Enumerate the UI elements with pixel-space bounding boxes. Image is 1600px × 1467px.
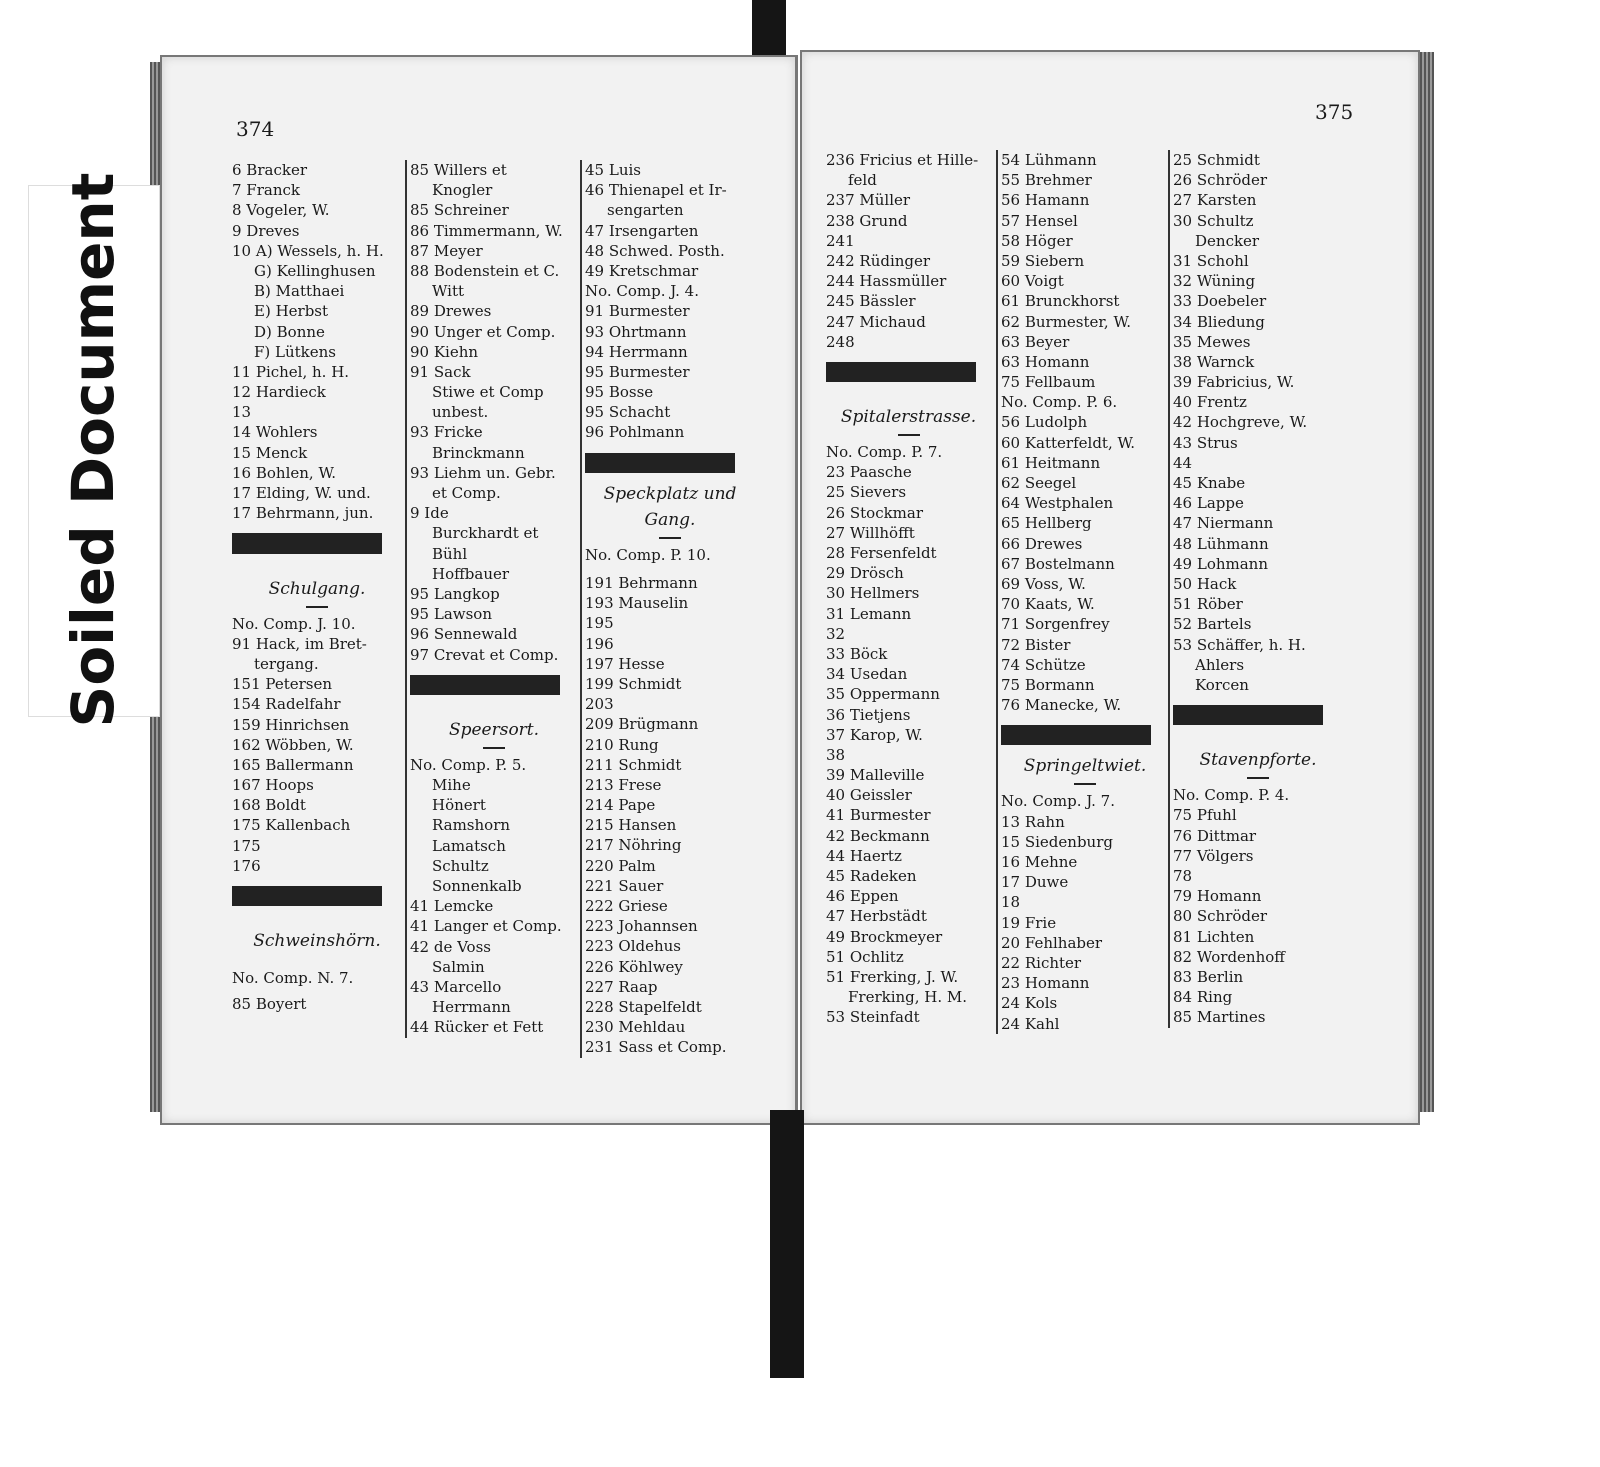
- directory-entry: 90 Unger et Comp.: [410, 322, 556, 341]
- directory-entry: 95 Schacht: [585, 403, 671, 422]
- company-header: No. Comp. P. 4.: [1173, 786, 1290, 805]
- directory-entry: 61 Brunckhorst: [1001, 292, 1120, 311]
- directory-entry: 47 Irsengarten: [585, 221, 699, 240]
- street-heading: Stavenpforte.: [1199, 750, 1317, 771]
- divider: [585, 533, 755, 545]
- divider: [1173, 705, 1323, 725]
- directory-entry: 91 Burmester: [585, 302, 690, 321]
- directory-entry: 50 Hack: [1173, 574, 1237, 593]
- directory-entry: 191 Behrmann: [585, 574, 698, 592]
- left-page-number: 374: [236, 117, 275, 141]
- directory-entry: 63 Beyer: [1001, 332, 1070, 351]
- directory-entry: 55 Brehmer: [1001, 171, 1092, 190]
- street-heading: Schweinshörn.: [253, 931, 381, 952]
- directory-entry: 217 Nöhring: [585, 836, 682, 855]
- directory-entry: 34 Usedan: [826, 665, 908, 684]
- directory-entry: 56 Hamann: [1001, 191, 1090, 210]
- directory-entry: 226 Köhlwey: [585, 957, 683, 976]
- directory-entry: 167 Hoops: [232, 776, 314, 795]
- directory-entry: 75 Fellbaum: [1001, 373, 1096, 392]
- directory-entry: 247 Michaud: [826, 312, 926, 331]
- company-header: No. Comp. N. 7.: [232, 969, 354, 988]
- divider: [232, 886, 382, 906]
- directory-entry: 6 Bracker: [232, 161, 307, 179]
- directory-entry: 26 Stockmar: [826, 503, 924, 522]
- directory-entry: 40 Frentz: [1173, 393, 1247, 412]
- directory-entry: 242 Rüdinger: [826, 251, 931, 270]
- directory-entry: 34 Bliedung: [1173, 312, 1265, 331]
- directory-entry: No. Comp. J. 4.: [585, 282, 699, 301]
- directory-entry: Hoffbauer: [432, 564, 510, 583]
- directory-entry: 241: [826, 231, 855, 250]
- directory-entry: 76 Dittmar: [1173, 826, 1257, 845]
- street-heading: Spitalerstrasse.: [840, 407, 977, 428]
- directory-entry: 30 Hellmers: [826, 584, 920, 603]
- directory-entry: Salmin: [432, 957, 485, 976]
- directory-entry: 86 Timmermann, W.: [410, 221, 563, 240]
- street-heading: Speersort.: [448, 719, 540, 740]
- directory-entry: 37 Karop, W.: [826, 725, 923, 744]
- directory-entry: 48 Lühmann: [1173, 534, 1269, 553]
- directory-entry: 159 Hinrichsen: [232, 715, 350, 734]
- directory-entry: D) Bonne: [254, 322, 325, 341]
- directory-entry: Mihe: [432, 776, 471, 795]
- directory-entry: 223 Johannsen: [585, 917, 698, 936]
- directory-entry: 47 Niermann: [1173, 514, 1274, 533]
- directory-entry: 95 Burmester: [585, 362, 690, 381]
- directory-entry: 42 de Voss: [410, 937, 491, 956]
- right-col-1: [826, 150, 991, 1028]
- directory-entry: Ramshorn: [432, 816, 511, 835]
- directory-entry: Dencker: [1195, 231, 1260, 250]
- directory-entry: 32 Wüning: [1173, 272, 1256, 291]
- divider: [585, 453, 735, 473]
- directory-entry: 41 Langer et Comp.: [410, 917, 562, 936]
- directory-entry: 43 Marcello: [410, 977, 502, 996]
- directory-entry: G) Kellinghusen: [254, 261, 376, 280]
- directory-entry: 47 Herbstädt: [826, 907, 927, 926]
- right-page-number: 375: [1315, 100, 1354, 124]
- directory-entry: 83 Berlin: [1173, 967, 1244, 986]
- directory-entry: 175 Kallenbach: [232, 816, 351, 835]
- directory-entry: Herrmann: [432, 998, 511, 1017]
- directory-entry: 49 Brockmeyer: [826, 927, 943, 946]
- directory-entry: 44: [1173, 453, 1193, 472]
- directory-entry: 9 Dreves: [232, 221, 300, 240]
- directory-entry: Brinckmann: [432, 443, 525, 462]
- directory-entry: 203: [585, 695, 614, 714]
- directory-entry: 84 Ring: [1173, 988, 1233, 1007]
- directory-entry: 66 Drewes: [1001, 534, 1083, 553]
- directory-entry: Hönert: [432, 796, 486, 815]
- directory-entry: Lamatsch: [432, 836, 506, 855]
- right-col-3: [1168, 150, 1343, 1028]
- directory-entry: 57 Hensel: [1001, 211, 1078, 230]
- soiled-document-label: Soiled Document: [59, 172, 127, 728]
- directory-entry: 35 Mewes: [1173, 332, 1251, 351]
- directory-entry: 62 Burmester, W.: [1001, 312, 1132, 331]
- directory-entry: et Comp.: [432, 484, 501, 502]
- directory-entry: sengarten: [607, 201, 684, 220]
- directory-entry: 9 Ide: [410, 504, 449, 523]
- directory-entry: 51 Röber: [1173, 595, 1243, 614]
- directory-entry: 223 Oldehus: [585, 937, 681, 956]
- directory-entry: 90 Kiehn: [410, 342, 479, 361]
- directory-entry: 213 Frese: [585, 775, 662, 794]
- directory-entry: 168 Boldt: [232, 796, 306, 815]
- directory-entry: 67 Bostelmann: [1001, 554, 1115, 573]
- directory-entry: 25 Sievers: [826, 483, 907, 502]
- directory-entry: 40 Geissler: [826, 786, 912, 805]
- directory-entry: Witt: [432, 282, 465, 301]
- directory-entry: 33 Böck: [826, 644, 888, 663]
- directory-entry: 197 Hesse: [585, 654, 665, 673]
- directory-entry: 62 Seegel: [1001, 474, 1077, 492]
- street-heading-cont: Gang.: [644, 509, 696, 530]
- divider: [410, 743, 578, 755]
- directory-entry: 80 Schröder: [1173, 907, 1268, 926]
- directory-entry: Knogler: [432, 181, 493, 200]
- directory-entry: 96 Pohlmann: [585, 423, 685, 442]
- directory-entry: 14 Wohlers: [232, 423, 318, 442]
- directory-entry: 214 Pape: [585, 796, 656, 815]
- directory-entry: 85 Willers et: [410, 161, 507, 179]
- directory-entry: 38: [826, 745, 846, 764]
- directory-entry: 46 Eppen: [826, 887, 899, 906]
- directory-entry: 22 Richter: [1001, 953, 1082, 972]
- company-header: No. Comp. J. 7.: [1001, 792, 1115, 811]
- company-header: No. Comp. P. 10.: [585, 545, 711, 564]
- directory-entry: Korcen: [1195, 675, 1249, 694]
- divider: [826, 362, 976, 382]
- directory-entry: 42 Beckmann: [826, 826, 930, 845]
- left-col-3: [580, 160, 755, 1058]
- directory-entry: 95 Bosse: [585, 383, 654, 402]
- directory-entry: 79 Homann: [1173, 887, 1262, 906]
- directory-entry: 45 Knabe: [1173, 474, 1246, 492]
- directory-entry: 58 Höger: [1001, 231, 1073, 250]
- directory-entry: 76 Manecke, W.: [1001, 696, 1122, 715]
- directory-entry: 26 Schröder: [1173, 171, 1268, 190]
- directory-entry: 18: [1001, 893, 1021, 912]
- directory-entry: 93 Liehm un. Gebr.: [410, 463, 556, 482]
- directory-entry: 28 Fersenfeldt: [826, 544, 937, 562]
- directory-entry: 176: [232, 856, 261, 875]
- directory-entry: 221 Sauer: [585, 876, 664, 895]
- directory-entry: 91 Sack: [410, 362, 471, 381]
- directory-entry: Sonnenkalb: [432, 877, 522, 895]
- directory-entry: 95 Langkop: [410, 584, 500, 603]
- directory-entry: 53 Steinfadt: [826, 1008, 920, 1027]
- directory-entry: 210 Rung: [585, 735, 659, 754]
- directory-entry: 31 Schohl: [1173, 251, 1249, 270]
- directory-entry: 89 Drewes: [410, 302, 492, 321]
- divider: [1001, 779, 1169, 791]
- directory-entry: 51 Frerking, J. W.: [826, 967, 959, 986]
- directory-entry: 227 Raap: [585, 977, 658, 996]
- directory-entry: 15 Siedenburg: [1001, 832, 1113, 851]
- directory-entry: 13: [232, 403, 252, 422]
- directory-entry: 7 Franck: [232, 181, 300, 200]
- directory-entry: 53 Schäffer, h. H.: [1173, 635, 1306, 654]
- directory-entry: 46 Thienapel et Ir-: [585, 181, 727, 200]
- directory-entry: Stiwe et Comp: [432, 383, 544, 402]
- directory-entry: 175: [232, 836, 261, 855]
- divider: [1173, 773, 1343, 785]
- directory-entry: Frerking, H. M.: [848, 988, 968, 1007]
- directory-entry: 23 Paasche: [826, 463, 912, 482]
- directory-entry: 38 Warnck: [1173, 352, 1255, 371]
- directory-entry: 27 Willhöfft: [826, 523, 915, 542]
- directory-entry: 71 Sorgenfrey: [1001, 615, 1110, 634]
- directory-entry: B) Matthaei: [254, 282, 345, 301]
- directory-entry: 237 Müller: [826, 191, 911, 210]
- directory-entry: 77 Völgers: [1173, 846, 1254, 865]
- directory-entry: 24 Kols: [1001, 994, 1058, 1013]
- directory-entry: Schultz: [432, 856, 489, 875]
- directory-entry: 215 Hansen: [585, 816, 677, 835]
- directory-entry: 51 Ochlitz: [826, 947, 904, 966]
- directory-entry: 88 Bodenstein et C.: [410, 261, 560, 280]
- directory-entry: 74 Schütze: [1001, 655, 1086, 674]
- directory-entry: 222 Griese: [585, 897, 668, 915]
- directory-entry: 75 Bormann: [1001, 675, 1095, 694]
- directory-entry: 56 Ludolph: [1001, 413, 1088, 432]
- directory-entry: 36 Tietjens: [826, 705, 911, 724]
- directory-entry: 8 Vogeler, W.: [232, 201, 330, 220]
- directory-entry: 70 Kaats, W.: [1001, 595, 1095, 614]
- directory-entry: 60 Voigt: [1001, 272, 1064, 291]
- company-header: No. Comp. P. 7.: [826, 443, 943, 462]
- directory-entry: 17 Behrmann, jun.: [232, 504, 374, 523]
- directory-entry: 25 Schmidt: [1173, 151, 1260, 169]
- directory-entry: 81 Lichten: [1173, 927, 1255, 946]
- bookmark-ribbon-bottom: [770, 1110, 804, 1378]
- directory-entry: 85 Boyert: [232, 995, 307, 1014]
- directory-entry: 17 Elding, W. und.: [232, 484, 371, 502]
- directory-entry: 39 Fabricius, W.: [1173, 373, 1295, 392]
- directory-entry: 24 Kahl: [1001, 1014, 1060, 1033]
- directory-entry: 60 Katterfeldt, W.: [1001, 433, 1136, 452]
- directory-entry: 236 Fricius et Hille-: [826, 151, 979, 169]
- directory-entry: 49 Kretschmar: [585, 261, 699, 280]
- directory-entry: 48 Schwed. Posth.: [585, 241, 725, 260]
- directory-entry: 231 Sass et Comp.: [585, 1038, 727, 1057]
- directory-entry: 27 Karsten: [1173, 191, 1257, 210]
- directory-entry: 46 Lappe: [1173, 494, 1244, 513]
- directory-entry: tergang.: [254, 654, 319, 673]
- directory-entry: 64 Westphalen: [1001, 494, 1114, 513]
- directory-entry: 23 Homann: [1001, 974, 1090, 993]
- directory-entry: 151 Petersen: [232, 675, 333, 694]
- directory-entry: 45 Luis: [585, 161, 641, 179]
- directory-entry: 54 Lühmann: [1001, 151, 1097, 169]
- directory-entry: 93 Ohrtmann: [585, 322, 687, 341]
- directory-entry: 52 Bartels: [1173, 615, 1252, 634]
- directory-entry: 165 Ballermann: [232, 755, 354, 774]
- directory-entry: F) Lütkens: [254, 342, 337, 361]
- directory-entry: Bühl: [432, 544, 468, 563]
- directory-entry: 199 Schmidt: [585, 674, 682, 693]
- directory-entry: 220 Palm: [585, 856, 656, 875]
- divider: [826, 430, 991, 442]
- directory-entry: 211 Schmidt: [585, 755, 682, 774]
- directory-entry: 61 Heitmann: [1001, 453, 1101, 472]
- directory-entry: 95 Lawson: [410, 605, 492, 624]
- directory-entry: Ahlers: [1195, 655, 1245, 674]
- directory-entry: 193 Mauselin: [585, 594, 689, 613]
- directory-entry: 85 Schreiner: [410, 201, 509, 220]
- directory-entry: 75 Pfuhl: [1173, 806, 1237, 825]
- divider: [232, 602, 402, 614]
- right-col-2: [996, 150, 1169, 1034]
- directory-entry: unbest.: [432, 403, 489, 422]
- directory-entry: 16 Bohlen, W.: [232, 463, 337, 482]
- directory-entry: 85 Martines: [1173, 1008, 1266, 1027]
- directory-entry: 59 Siebern: [1001, 251, 1085, 270]
- directory-entry: 82 Wordenhoff: [1173, 947, 1285, 966]
- directory-entry: 39 Malleville: [826, 766, 925, 785]
- directory-entry: 16 Mehne: [1001, 853, 1078, 871]
- street-heading: Schulgang.: [268, 578, 366, 599]
- directory-entry: 97 Crevat et Comp.: [410, 645, 559, 664]
- directory-entry: 12 Hardieck: [232, 383, 326, 402]
- directory-entry: 13 Rahn: [1001, 812, 1065, 831]
- directory-entry: 31 Lemann: [826, 604, 912, 623]
- directory-entry: 32: [826, 624, 846, 643]
- directory-entry: 69 Voss, W.: [1001, 574, 1086, 593]
- directory-entry: 19 Frie: [1001, 913, 1057, 932]
- directory-entry: 45 Radeken: [826, 867, 917, 885]
- directory-entry: 44 Haertz: [826, 846, 902, 865]
- directory-entry: 29 Drösch: [826, 564, 904, 583]
- directory-entry: 248: [826, 332, 855, 351]
- directory-entry: feld: [848, 171, 877, 190]
- directory-entry: 87 Meyer: [410, 241, 483, 260]
- directory-entry: 11 Pichel, h. H.: [232, 362, 350, 381]
- directory-entry: 245 Bässler: [826, 292, 916, 311]
- directory-entry: 63 Homann: [1001, 352, 1090, 371]
- divider: [410, 675, 560, 695]
- book-edge-right: [1418, 52, 1434, 1112]
- divider: [232, 533, 382, 553]
- directory-entry: 72 Bister: [1001, 635, 1071, 654]
- directory-entry: 244 Hassmüller: [826, 272, 947, 291]
- directory-entry: 230 Mehldau: [585, 1018, 686, 1037]
- directory-entry: E) Herbst: [254, 302, 329, 321]
- directory-entry: 30 Schultz: [1173, 211, 1254, 230]
- directory-entry: No. Comp. P. 6.: [1001, 393, 1118, 412]
- directory-entry: 238 Grund: [826, 211, 908, 230]
- directory-entry: 162 Wöbben, W.: [232, 735, 354, 754]
- directory-entry: 33 Doebeler: [1173, 292, 1267, 311]
- directory-entry: 209 Brügmann: [585, 715, 699, 734]
- directory-entry: 17 Duwe: [1001, 873, 1069, 892]
- directory-entry: 65 Hellberg: [1001, 514, 1092, 533]
- directory-entry: 15 Menck: [232, 443, 308, 462]
- directory-entry: Burckhardt et: [432, 524, 539, 543]
- street-heading: Springeltwiet.: [1023, 756, 1147, 777]
- directory-entry: 228 Stapelfeldt: [585, 997, 702, 1016]
- company-header: No. Comp. P. 5.: [410, 755, 527, 774]
- directory-entry: 42 Hochgreve, W.: [1173, 413, 1308, 432]
- directory-entry: 78: [1173, 867, 1193, 885]
- directory-entry: 91 Hack, im Bret-: [232, 634, 367, 653]
- directory-entry: 43 Strus: [1173, 433, 1238, 452]
- directory-entry: 154 Radelfahr: [232, 695, 341, 714]
- street-heading: Speckplatz und: [603, 483, 737, 504]
- left-col-2: [405, 160, 578, 1038]
- directory-entry: 35 Oppermann: [826, 685, 940, 704]
- company-header: No. Comp. J. 10.: [232, 614, 356, 633]
- directory-entry: 41 Burmester: [826, 806, 931, 825]
- directory-entry: 49 Lohmann: [1173, 554, 1268, 573]
- directory-entry: 195: [585, 614, 614, 633]
- directory-entry: 93 Fricke: [410, 423, 483, 442]
- directory-entry: 94 Herrmann: [585, 342, 688, 361]
- directory-entry: 10 A) Wessels, h. H.: [232, 241, 384, 260]
- directory-entry: 196: [585, 634, 614, 653]
- directory-entry: 41 Lemcke: [410, 897, 494, 916]
- divider: [1001, 725, 1151, 745]
- directory-entry: 44 Rücker et Fett: [410, 1018, 544, 1037]
- left-col-1: [232, 160, 402, 1015]
- directory-entry: 96 Sennewald: [410, 625, 518, 644]
- directory-entry: 20 Fehlhaber: [1001, 933, 1103, 952]
